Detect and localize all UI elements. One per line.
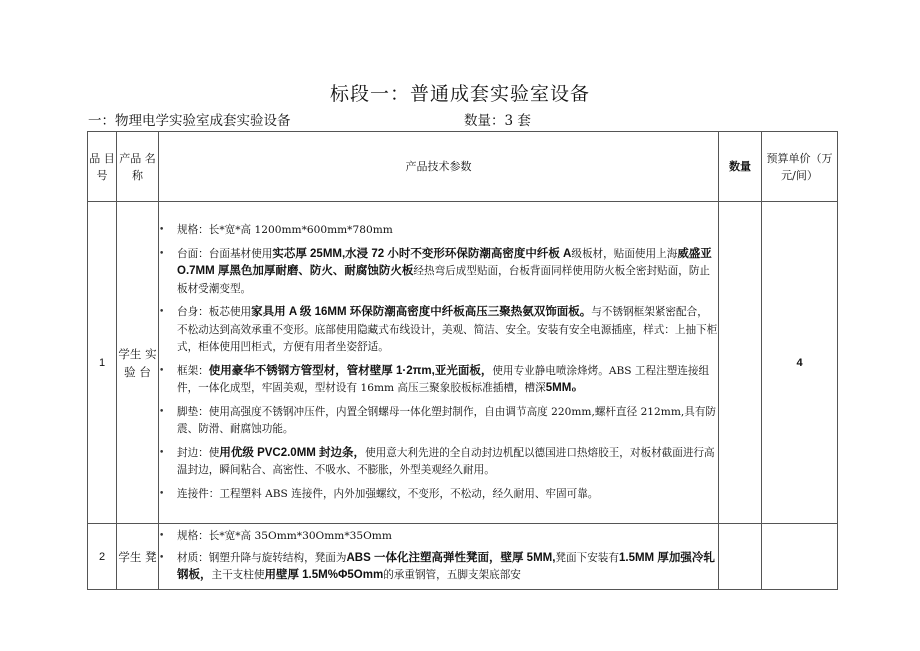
param-item: • 规格：长*宽*高 35Omm*30Omm*35Omm — [159, 528, 718, 546]
header-params: 产品技术参数 — [159, 132, 719, 202]
section-quantity: 数量：3 套 — [464, 113, 531, 129]
bullet-icon: • — [159, 531, 165, 542]
bullet-icon: • — [159, 552, 165, 563]
header-item-no: 品 目 号 — [88, 132, 117, 202]
header-budget: 预算单价（万元/间） — [762, 132, 838, 202]
row-budget: 4 — [762, 202, 838, 524]
section-subtitle: 一：物理电学实验室成套实验设备 — [88, 113, 291, 129]
bullet-icon: • — [159, 365, 165, 376]
row-budget — [762, 524, 838, 590]
bullet-icon: • — [159, 447, 165, 458]
bullet-icon: • — [159, 488, 165, 499]
row-item-no: 1 — [88, 202, 117, 524]
table-row — [88, 202, 838, 524]
row-product-name: 学生 凳 — [117, 524, 159, 590]
param-item: • 封边：使用优级 PVC2.0MM 封边条，使用意大利先进的全自动封边机配以德国进口热熔胶王，对板材截面进行高温封边，瞬间粘合、高密性、不吸水、不膨胀，外型美观经久耐用。 — [159, 446, 715, 476]
param-item: • 脚垫：使用高强度不锈钢冲压件，内置全钢螺母一体化塑封制作，自由调节高度 220mm,螺杆直径 212mm,具有防震、防滑、耐腐蚀功能。 — [159, 405, 717, 435]
row-product-name: 学生 实验 台 — [117, 202, 159, 524]
page-title: 标段一：普通成套实验室设备 — [329, 83, 590, 105]
bullet-icon: • — [159, 406, 165, 417]
header-row — [88, 132, 838, 202]
row-quantity — [719, 524, 762, 590]
row-quantity — [719, 202, 762, 524]
param-item: • 台身：板芯使用家具用 A 级 16MM 环保防潮高密度中纤板高压三聚热氨双饰面板。与不锈钢框架紧密配合，不松动达到高效承重不变形。底部使用隐藏式布线设计，美观、简洁、安全。安装有安全电源插座，样式：上抽下柜式，柜体使用凹柜式，方便有用者坐姿舒适。 — [159, 306, 718, 353]
header-quantity: 数量 — [719, 132, 762, 202]
header-product-name: 产品 名称 — [117, 132, 159, 202]
param-item: • 框架：使用豪华不锈钢方管型材，管材壁厚 1·2πm,亚光面板，使用专业静电喷涂烽烤。ABS 工程注塑连接组件，一体化成型，牢固美观，型材设有 16mm 高压三聚象胶板标准插槽，槽深5MM₀ — [159, 364, 710, 394]
row-item-no: 2 — [88, 524, 117, 590]
param-item: • 连接件：工程塑料 ABS 连接件，内外加强螺纹，不变形，不松动，经久耐用、牢固可靠。 — [159, 486, 718, 504]
param-item: • 台面：台面基材使用实芯厚 25MM,水浸 72 小时不变形环保防潮高密度中纤板 A级板材，贴面使用上海威盛亚 O.7MM 厚黑色加厚耐磨、防火、耐腐蚀防火板经热弯后成型贴面，台板背面同样使用防火板全密封贴面，防止板材受潮变型。 — [159, 247, 712, 295]
param-item: • 规格：长*宽*高 1200mm*600mm*780mm — [159, 222, 718, 240]
table-row — [88, 524, 838, 590]
row-params — [159, 524, 719, 590]
param-item: • 材质：钢塑升降与旋转结构，凳面为ABS 一体化注塑高弹性凳面，壁厚 5MM,凳面下安装有1.5MM 厚加强冷轧钢板，主干支柱使用壁厚 1.5M%Φ5Omm的承重钢管，五脚支架底部安 — [159, 551, 715, 582]
spec-table — [87, 131, 838, 590]
bullet-icon: • — [159, 225, 165, 235]
bullet-icon: • — [159, 307, 165, 317]
row-params — [159, 202, 719, 524]
bullet-icon: • — [159, 248, 165, 259]
